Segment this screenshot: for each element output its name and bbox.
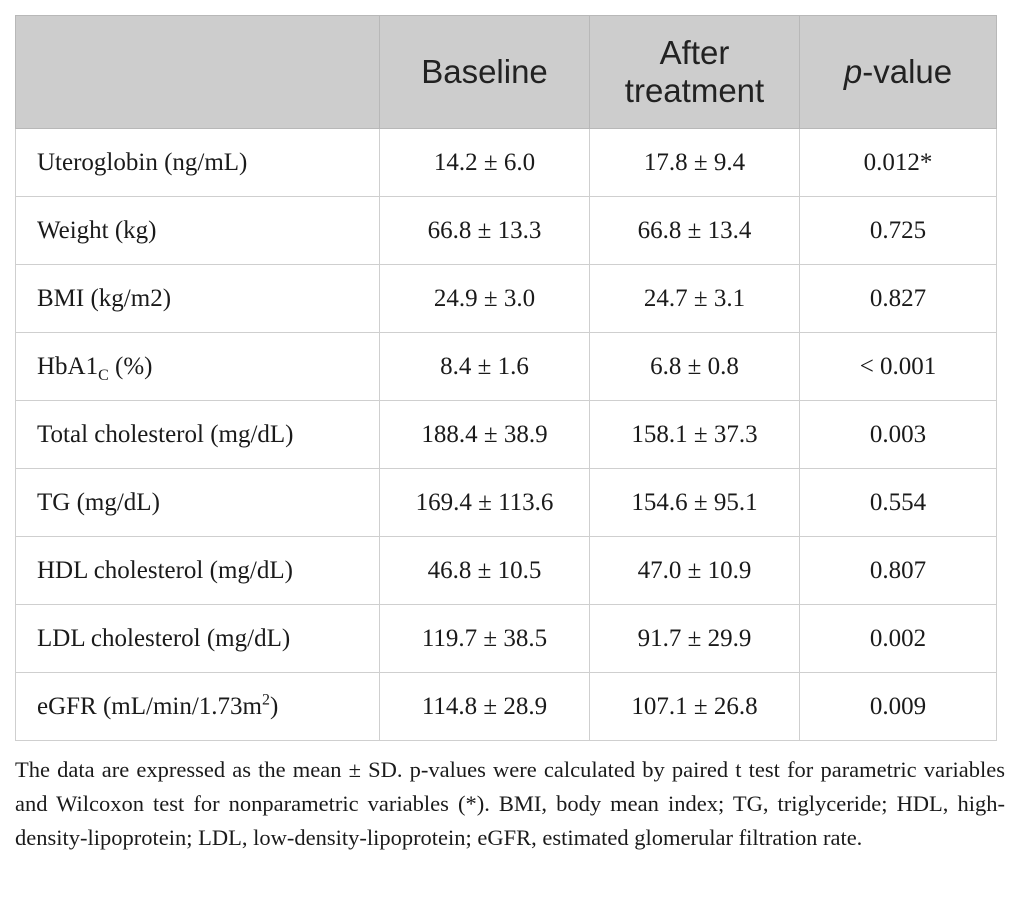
header-p-rest: -value bbox=[862, 53, 953, 90]
p-value: 0.807 bbox=[800, 537, 997, 605]
row-label: Uteroglobin (ng/mL) bbox=[16, 129, 380, 197]
row-label: HDL cholesterol (mg/dL) bbox=[16, 537, 380, 605]
header-after-line2: treatment bbox=[624, 72, 765, 109]
after-value: 66.8 ± 13.4 bbox=[590, 197, 800, 265]
data-table-container bbox=[15, 15, 996, 741]
row-label: Total cholesterol (mg/dL) bbox=[16, 401, 380, 469]
after-value: 154.6 ± 95.1 bbox=[590, 469, 800, 537]
row-label: BMI (kg/m2) bbox=[16, 265, 380, 333]
table-row bbox=[16, 469, 997, 537]
row-label: TG (mg/dL) bbox=[16, 469, 380, 537]
header-p-value bbox=[800, 16, 997, 129]
table-row bbox=[16, 129, 997, 197]
p-value: 0.009 bbox=[800, 673, 997, 741]
row-label bbox=[16, 333, 380, 401]
after-value: 91.7 ± 29.9 bbox=[590, 605, 800, 673]
table-row bbox=[16, 673, 997, 741]
baseline-value: 119.7 ± 38.5 bbox=[380, 605, 590, 673]
table-row bbox=[16, 537, 997, 605]
after-value: 17.8 ± 9.4 bbox=[590, 129, 800, 197]
p-value: 0.725 bbox=[800, 197, 997, 265]
baseline-value: 8.4 ± 1.6 bbox=[380, 333, 590, 401]
after-value: 24.7 ± 3.1 bbox=[590, 265, 800, 333]
row-label bbox=[16, 673, 380, 741]
row-label-main: HbA1 bbox=[37, 352, 99, 380]
header-row bbox=[16, 16, 997, 129]
table-row bbox=[16, 605, 997, 673]
baseline-value: 14.2 ± 6.0 bbox=[380, 129, 590, 197]
header-baseline: Baseline bbox=[380, 16, 590, 129]
baseline-value: 188.4 ± 38.9 bbox=[380, 401, 590, 469]
header-p-italic: p bbox=[843, 53, 863, 90]
after-value: 107.1 ± 26.8 bbox=[590, 673, 800, 741]
p-value: 0.012* bbox=[800, 129, 997, 197]
row-label: Weight (kg) bbox=[16, 197, 380, 265]
header-after-treatment bbox=[590, 16, 800, 129]
table-row bbox=[16, 265, 997, 333]
after-value: 158.1 ± 37.3 bbox=[590, 401, 800, 469]
p-value: 0.002 bbox=[800, 605, 997, 673]
header-after-line1: After bbox=[659, 34, 730, 71]
table-row bbox=[16, 401, 997, 469]
table-row bbox=[16, 197, 997, 265]
row-label-tail: ) bbox=[270, 692, 279, 720]
baseline-value: 169.4 ± 113.6 bbox=[380, 469, 590, 537]
p-value: < 0.001 bbox=[800, 333, 997, 401]
baseline-value: 66.8 ± 13.3 bbox=[380, 197, 590, 265]
table-row bbox=[16, 333, 997, 401]
p-value: 0.554 bbox=[800, 469, 997, 537]
results-table bbox=[15, 15, 997, 741]
row-label: LDL cholesterol (mg/dL) bbox=[16, 605, 380, 673]
baseline-value: 46.8 ± 10.5 bbox=[380, 537, 590, 605]
after-value: 47.0 ± 10.9 bbox=[590, 537, 800, 605]
p-value: 0.827 bbox=[800, 265, 997, 333]
row-label-subscript: C bbox=[98, 366, 109, 384]
row-label-main: eGFR (mL/min/1.73m bbox=[37, 692, 262, 720]
p-value: 0.003 bbox=[800, 401, 997, 469]
table-footnote: The data are expressed as the mean ± SD. p-values were calculated by paired t test for parametric variables and Wilcoxon test for nonparametric variables (*). BMI, body mean index; TG, triglyceride; HDL, high-density-lipoprotein; LDL, low-density-lipoprotein; eGFR, estimated glomerular filtration rate. bbox=[15, 757, 1005, 850]
row-label-tail: (%) bbox=[108, 352, 153, 380]
after-value: 6.8 ± 0.8 bbox=[590, 333, 800, 401]
header-empty-cell bbox=[16, 16, 380, 129]
baseline-value: 114.8 ± 28.9 bbox=[380, 673, 590, 741]
row-label-superscript: 2 bbox=[262, 691, 270, 709]
baseline-value: 24.9 ± 3.0 bbox=[380, 265, 590, 333]
